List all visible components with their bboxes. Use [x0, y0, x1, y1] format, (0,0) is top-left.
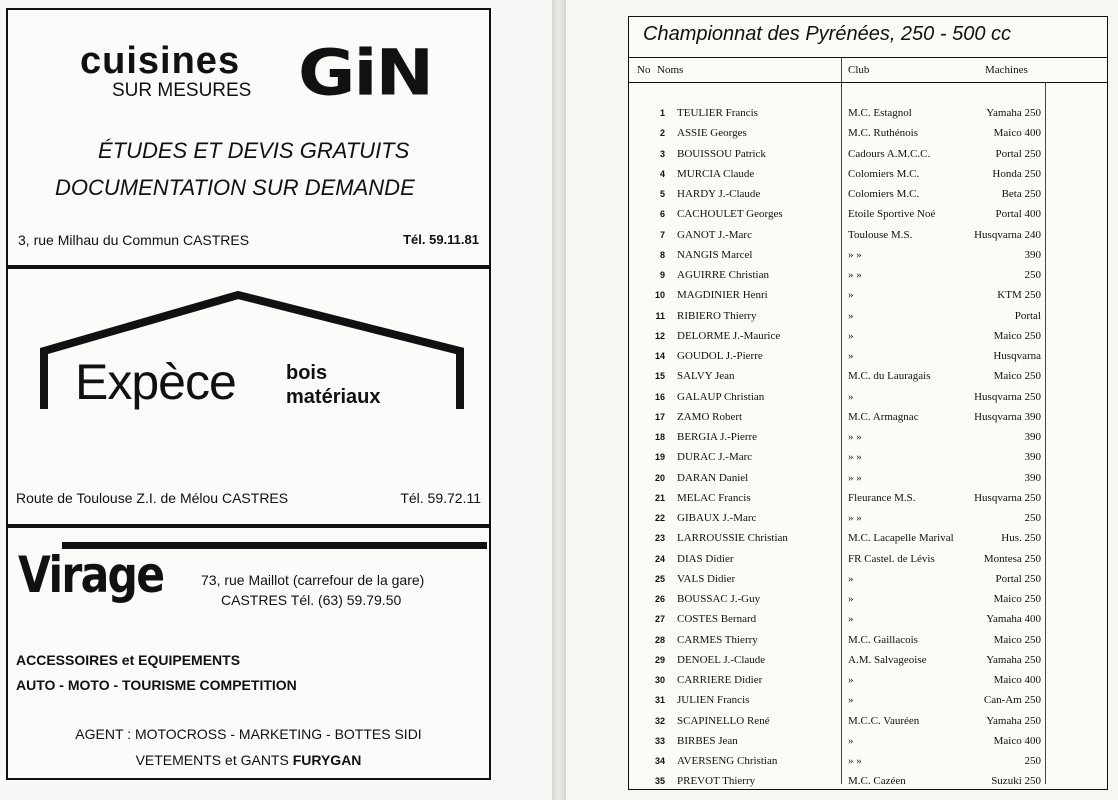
expece-advertisement: [6, 267, 491, 526]
club-name: »: [848, 329, 854, 342]
club-name: Fleurance M.S.: [848, 491, 916, 504]
table-row: [629, 144, 1107, 164]
expece-tel: Tél. 59.72.11: [400, 490, 481, 506]
row-number: 35: [654, 776, 665, 787]
row-number: 4: [659, 168, 665, 179]
row-number: 22: [654, 513, 665, 523]
club-name: M.C. Ruthénois: [848, 127, 918, 140]
virage-line2: AUTO - MOTO - TOURISME COMPETITION: [16, 677, 297, 693]
header-names: Noms: [657, 64, 684, 76]
gin-doc: DOCUMENTATION SUR DEMANDE: [55, 175, 415, 200]
right-page: [566, 0, 1118, 800]
machine: Can-Am 250: [983, 694, 1041, 707]
row-number: 27: [654, 614, 665, 625]
machine: Beta 250: [1001, 188, 1041, 200]
rider-name: BIRBES Jean: [677, 734, 738, 747]
table-row: [629, 711, 1107, 731]
row-number: 2: [659, 128, 665, 139]
gin-advertisement: [6, 8, 491, 267]
gin-address: 3, rue Milhau du Commun CASTRES: [18, 232, 250, 248]
rider-name: PREVOT Thierry: [677, 775, 756, 788]
row-number: 33: [654, 735, 665, 746]
club-name: Colomiers M.C.: [848, 188, 920, 200]
machine: 250: [1024, 269, 1041, 281]
club-name: »: [848, 572, 854, 585]
table-row: [629, 731, 1107, 751]
rider-name: AGUIRRE Christian: [677, 269, 769, 281]
table-row: [629, 751, 1107, 771]
machine: Husqvarna 250: [974, 491, 1041, 504]
machine: Maico 400: [993, 734, 1041, 747]
rider-name: CACHOULET Georges: [677, 208, 783, 221]
table-row: [629, 528, 1107, 548]
machine: Yamaha 250: [986, 653, 1041, 666]
virage-line4: [8, 752, 489, 768]
machine: 390: [1024, 248, 1041, 261]
club-name: M.C. Gaillacois: [848, 633, 918, 646]
machine: Yamaha 400: [986, 613, 1041, 626]
table-row: [629, 609, 1107, 629]
table-row: [629, 184, 1107, 204]
rider-name: LARROUSSIE Christian: [677, 532, 788, 545]
club-name: » »: [848, 431, 862, 443]
club-name: Toulouse M.S.: [848, 228, 913, 241]
row-number: 9: [659, 270, 665, 280]
gin-line2: SUR MESURES: [112, 80, 252, 101]
rider-name: MURCIA Claude: [677, 167, 755, 180]
table-row: [629, 265, 1107, 285]
rider-name: COSTES Bernard: [677, 613, 757, 626]
rider-name: ASSIE Georges: [677, 127, 747, 140]
table-row: [629, 366, 1107, 386]
machine: Husqvarna: [993, 350, 1041, 362]
row-number: 34: [654, 756, 665, 766]
machine: Hus. 250: [1001, 532, 1041, 545]
machine: Maico 400: [993, 127, 1041, 140]
table-row: [629, 447, 1107, 467]
machine: Husqvarna 240: [974, 228, 1041, 241]
virage-line4-a: VETEMENTS et GANTS: [135, 752, 293, 768]
results-table: [628, 16, 1108, 790]
rider-name: TEULIER Francis: [677, 107, 758, 119]
table-row: [629, 508, 1107, 528]
row-number: 1: [659, 108, 665, 118]
rider-name: JULIEN Francis: [677, 694, 750, 707]
rider-name: GANOT J.-Marc: [677, 228, 752, 241]
rider-name: ZAMO Robert: [677, 410, 743, 423]
club-name: M.C. Lacapelle Marival: [848, 532, 954, 545]
club-name: Etoile Sportive Noé: [848, 208, 936, 221]
row-number: 7: [659, 229, 665, 240]
club-name: » »: [848, 248, 862, 261]
title-rule: [629, 57, 1107, 58]
table-row: [629, 164, 1107, 184]
rider-name: RIBIERO Thierry: [677, 309, 757, 322]
row-number: 30: [654, 675, 665, 685]
machine: Portal 250: [995, 572, 1041, 585]
row-number: 12: [654, 330, 665, 341]
club-name: »: [848, 734, 854, 747]
expece-word1: bois: [286, 362, 328, 384]
virage-line3: AGENT : MOTOCROSS - MARKETING - BOTTES SIDI: [75, 726, 422, 742]
row-number: 15: [654, 371, 665, 382]
rider-name: GOUDOL J.-Pierre: [677, 350, 763, 362]
table-row: [629, 488, 1107, 508]
table-title: Championnat des Pyrénées, 250 - 500 cc: [643, 23, 1011, 45]
machine: Montesa 250: [983, 552, 1041, 565]
table-row: [629, 306, 1107, 326]
virage-address: 73, rue Maillot (carrefour de la gare): [201, 572, 425, 588]
rider-name: DELORME J.-Maurice: [677, 329, 781, 342]
table-row: [629, 589, 1107, 609]
row-number: 20: [654, 472, 665, 483]
machine: Portal: [1014, 309, 1041, 322]
club-name: » »: [848, 755, 862, 767]
machine: Husqvarna 250: [974, 390, 1041, 403]
table-row: [629, 346, 1107, 366]
machine: Portal 250: [995, 147, 1041, 160]
table-row: [629, 285, 1107, 305]
row-number: 24: [654, 553, 665, 564]
virage-city-tel: CASTRES Tél. (63) 59.79.50: [221, 592, 402, 608]
table-row: [629, 407, 1107, 427]
row-number: 31: [654, 695, 665, 706]
club-name: M.C. Armagnac: [848, 410, 919, 423]
club-name: M.C. Cazéen: [848, 775, 906, 788]
club-name: M.C.C. Vauréen: [848, 714, 920, 727]
rider-name: DURAC J.-Marc: [677, 451, 753, 464]
row-number: 29: [654, 654, 665, 665]
rider-name: CARMES Thierry: [677, 633, 758, 646]
club-name: M.C. Estagnol: [848, 107, 912, 119]
page-gutter: [552, 0, 566, 800]
left-page: [0, 0, 552, 800]
machine: KTM 250: [997, 289, 1041, 302]
club-name: »: [848, 289, 854, 302]
machine: Yamaha 250: [986, 107, 1041, 119]
virage-advertisement: [6, 526, 491, 780]
table-row: [629, 123, 1107, 143]
rider-name: VALS Didier: [677, 572, 736, 585]
row-number: 10: [654, 290, 665, 301]
club-name: »: [848, 674, 854, 686]
club-name: »: [848, 390, 854, 403]
rider-name: SALVY Jean: [677, 370, 735, 383]
rider-name: BOUISSOU Patrick: [677, 147, 766, 160]
table-row: [629, 690, 1107, 710]
row-number: 5: [659, 189, 665, 199]
machine: Husqvarna 390: [974, 410, 1041, 423]
header-machines: Machines: [985, 64, 1028, 76]
club-name: »: [848, 309, 854, 322]
table-row: [629, 650, 1107, 670]
table-row: [629, 630, 1107, 650]
machine: Maico 250: [993, 633, 1041, 646]
header-no: No: [637, 64, 651, 76]
table-row: [629, 670, 1107, 690]
row-number: 19: [654, 452, 665, 463]
rider-name: NANGIS Marcel: [677, 248, 753, 261]
row-number: 25: [654, 573, 665, 584]
row-number: 11: [655, 310, 665, 321]
virage-logo: Virage: [18, 546, 164, 604]
club-name: » »: [848, 451, 862, 464]
virage-line1: ACCESSOIRES et EQUIPEMENTS: [16, 652, 241, 668]
table-row: [629, 771, 1107, 791]
gin-logo: GiN: [298, 36, 433, 110]
rider-name: SCAPINELLO René: [677, 714, 770, 727]
rider-name: GIBAUX J.-Marc: [677, 512, 757, 524]
machine: Suzuki 250: [991, 775, 1041, 788]
club-name: Cadours A.M.C.C.: [848, 147, 931, 160]
rider-name: GALAUP Christian: [677, 390, 765, 403]
expece-logo: Expèce: [75, 354, 236, 410]
row-number: 16: [654, 391, 665, 402]
rider-name: DIAS Didier: [677, 552, 734, 565]
table-row: [629, 103, 1107, 123]
club-name: »: [848, 613, 854, 626]
club-name: » »: [848, 269, 862, 281]
header-club: Club: [848, 64, 870, 76]
rider-name: DENOEL J.-Claude: [677, 653, 766, 666]
gin-line1: cuisines: [80, 40, 241, 82]
table-row: [629, 549, 1107, 569]
club-name: » »: [848, 471, 862, 484]
rider-name: AVERSENG Christian: [677, 755, 778, 767]
table-row: [629, 245, 1107, 265]
rider-name: CARRIERE Didier: [677, 674, 763, 686]
table-row: [629, 326, 1107, 346]
club-name: »: [848, 350, 854, 362]
row-number: 3: [659, 148, 665, 159]
expece-word2: matériaux: [286, 386, 381, 408]
machine: 250: [1024, 755, 1041, 767]
club-name: Colomiers M.C.: [848, 167, 920, 180]
machine: Maico 250: [993, 329, 1041, 342]
row-number: 17: [654, 411, 665, 422]
club-name: »: [848, 694, 854, 707]
club-name: M.C. du Lauragais: [848, 370, 931, 383]
machine: Maico 250: [993, 370, 1041, 383]
row-number: 26: [654, 594, 665, 604]
row-number: 32: [654, 715, 665, 726]
table-row: [629, 427, 1107, 447]
row-number: 18: [654, 432, 665, 442]
row-number: 14: [654, 351, 665, 361]
table-row: [629, 569, 1107, 589]
rider-name: DARAN Daniel: [677, 471, 749, 484]
table-row: [629, 204, 1107, 224]
machine: Yamaha 250: [986, 714, 1041, 727]
row-number: 8: [659, 249, 665, 260]
row-number: 23: [654, 533, 665, 544]
table-row: [629, 225, 1107, 245]
machine: 390: [1024, 471, 1041, 484]
machine: Maico 250: [993, 593, 1041, 605]
header-rule: [629, 82, 1107, 83]
machine: Maico 400: [993, 674, 1041, 686]
club-name: FR Castel. de Lévis: [848, 552, 935, 565]
expece-address: Route de Toulouse Z.I. de Mélou CASTRES: [16, 490, 289, 506]
row-number: 28: [654, 634, 665, 645]
row-number: 6: [659, 209, 665, 220]
rider-name: BOUSSAC J.-Guy: [677, 593, 761, 605]
gin-tel: Tél. 59.11.81: [403, 232, 479, 247]
row-number: 21: [654, 492, 665, 503]
machine: Portal 400: [995, 208, 1041, 221]
table-row: [629, 468, 1107, 488]
machine: 390: [1024, 431, 1041, 443]
machine: Honda 250: [992, 167, 1041, 180]
rider-name: BERGIA J.-Pierre: [677, 431, 758, 443]
machine: 250: [1024, 512, 1041, 524]
table-row: [629, 387, 1107, 407]
rider-name: HARDY J.-Claude: [677, 188, 761, 200]
rider-name: MELAC Francis: [677, 491, 751, 504]
gin-offer: ÉTUDES ET DEVIS GRATUITS: [98, 138, 410, 163]
virage-line4-b: FURYGAN: [292, 752, 362, 768]
rider-name: MAGDINIER Henri: [677, 289, 768, 302]
club-name: A.M. Salvageoise: [848, 653, 927, 666]
club-name: » »: [848, 512, 862, 524]
club-name: »: [848, 593, 854, 605]
machine: 390: [1024, 451, 1041, 464]
